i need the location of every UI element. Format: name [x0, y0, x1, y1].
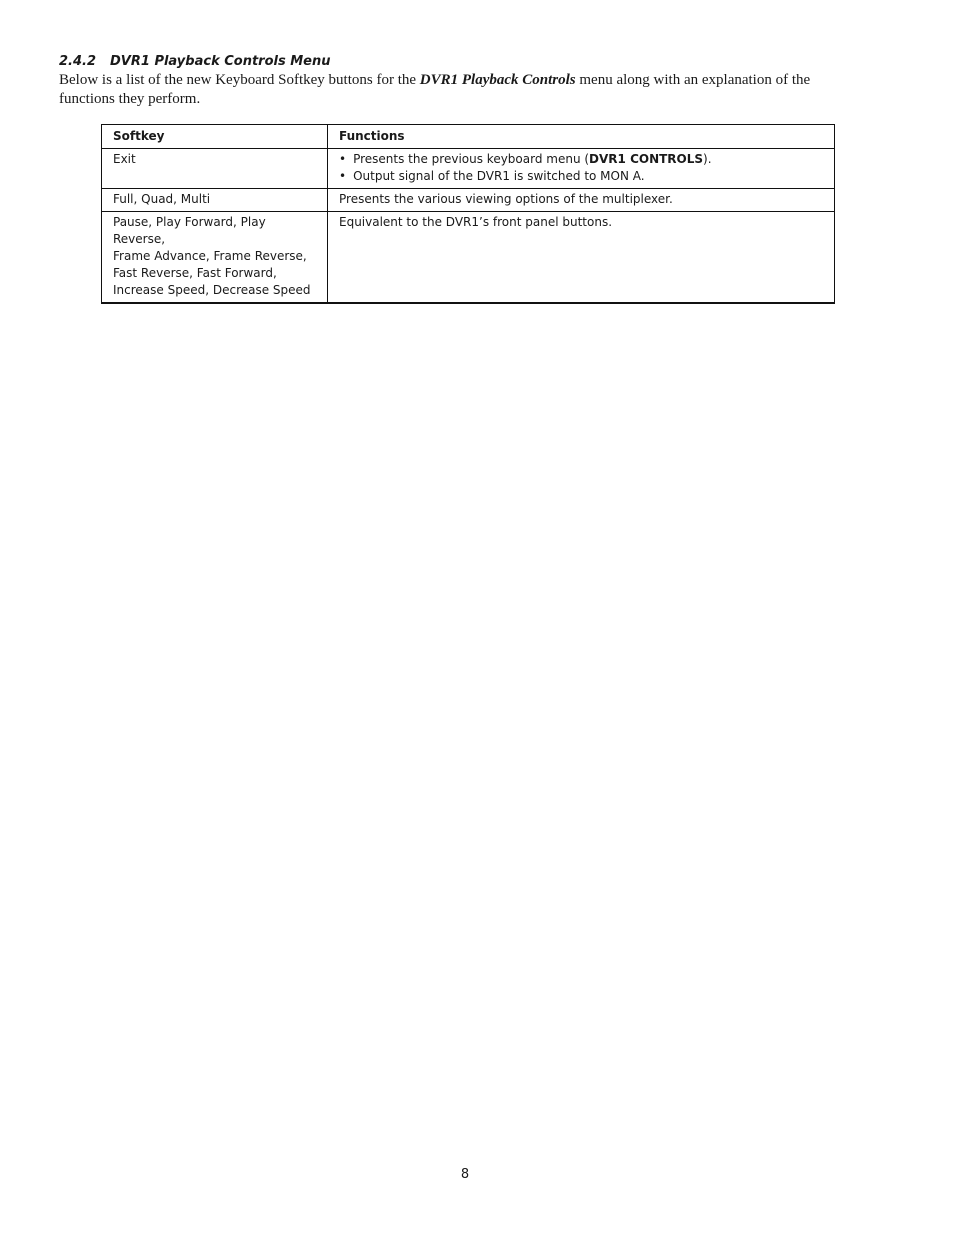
softkey-line: Pause, Play Forward, Play Reverse, [113, 215, 266, 246]
header-softkey: Softkey [102, 125, 328, 149]
intro-text-before: Below is a list of the new Keyboard Softkey buttons for the [59, 72, 420, 88]
softkey-line: Frame Advance, Frame Reverse, [113, 249, 307, 263]
functions-cell: Presents the various viewing options of the multiplexer. [328, 189, 835, 212]
softkey-line: Fast Reverse, Fast Forward, [113, 266, 277, 280]
softkey-cell: Full, Quad, Multi [102, 189, 328, 212]
list-item [339, 151, 823, 168]
functions-cell: Equivalent to the DVR1’s front panel buttons. [328, 212, 835, 304]
table-row [102, 212, 835, 304]
intro-menu-name: DVR1 Playback Controls [419, 72, 576, 88]
softkey-table [101, 124, 835, 304]
softkey-cell [102, 212, 328, 304]
bullet-text: Presents the previous keyboard menu ( [353, 152, 590, 166]
bullet-text-end: ). [703, 152, 712, 166]
table-header-row [102, 125, 835, 149]
menu-name-bold: DVR1 CONTROLS [589, 152, 704, 166]
section-heading [59, 54, 331, 69]
table-row [102, 149, 835, 189]
functions-list [339, 151, 823, 185]
section-title: DVR1 Playback Controls Menu [110, 54, 331, 69]
softkey-cell: Exit [102, 149, 328, 189]
intro-paragraph [59, 71, 869, 109]
functions-cell [328, 149, 835, 189]
header-functions: Functions [328, 125, 835, 149]
section-number: 2.4.2 [59, 54, 97, 69]
list-item: • Output signal of the DVR1 is switched to MON A. [339, 168, 823, 185]
intro-text-after: menu along with an explanation of the functions they perform. [59, 72, 811, 107]
page-number: 8 [460, 1167, 470, 1182]
softkey-line: Increase Speed, Decrease Speed [113, 283, 311, 297]
table-row [102, 189, 835, 212]
